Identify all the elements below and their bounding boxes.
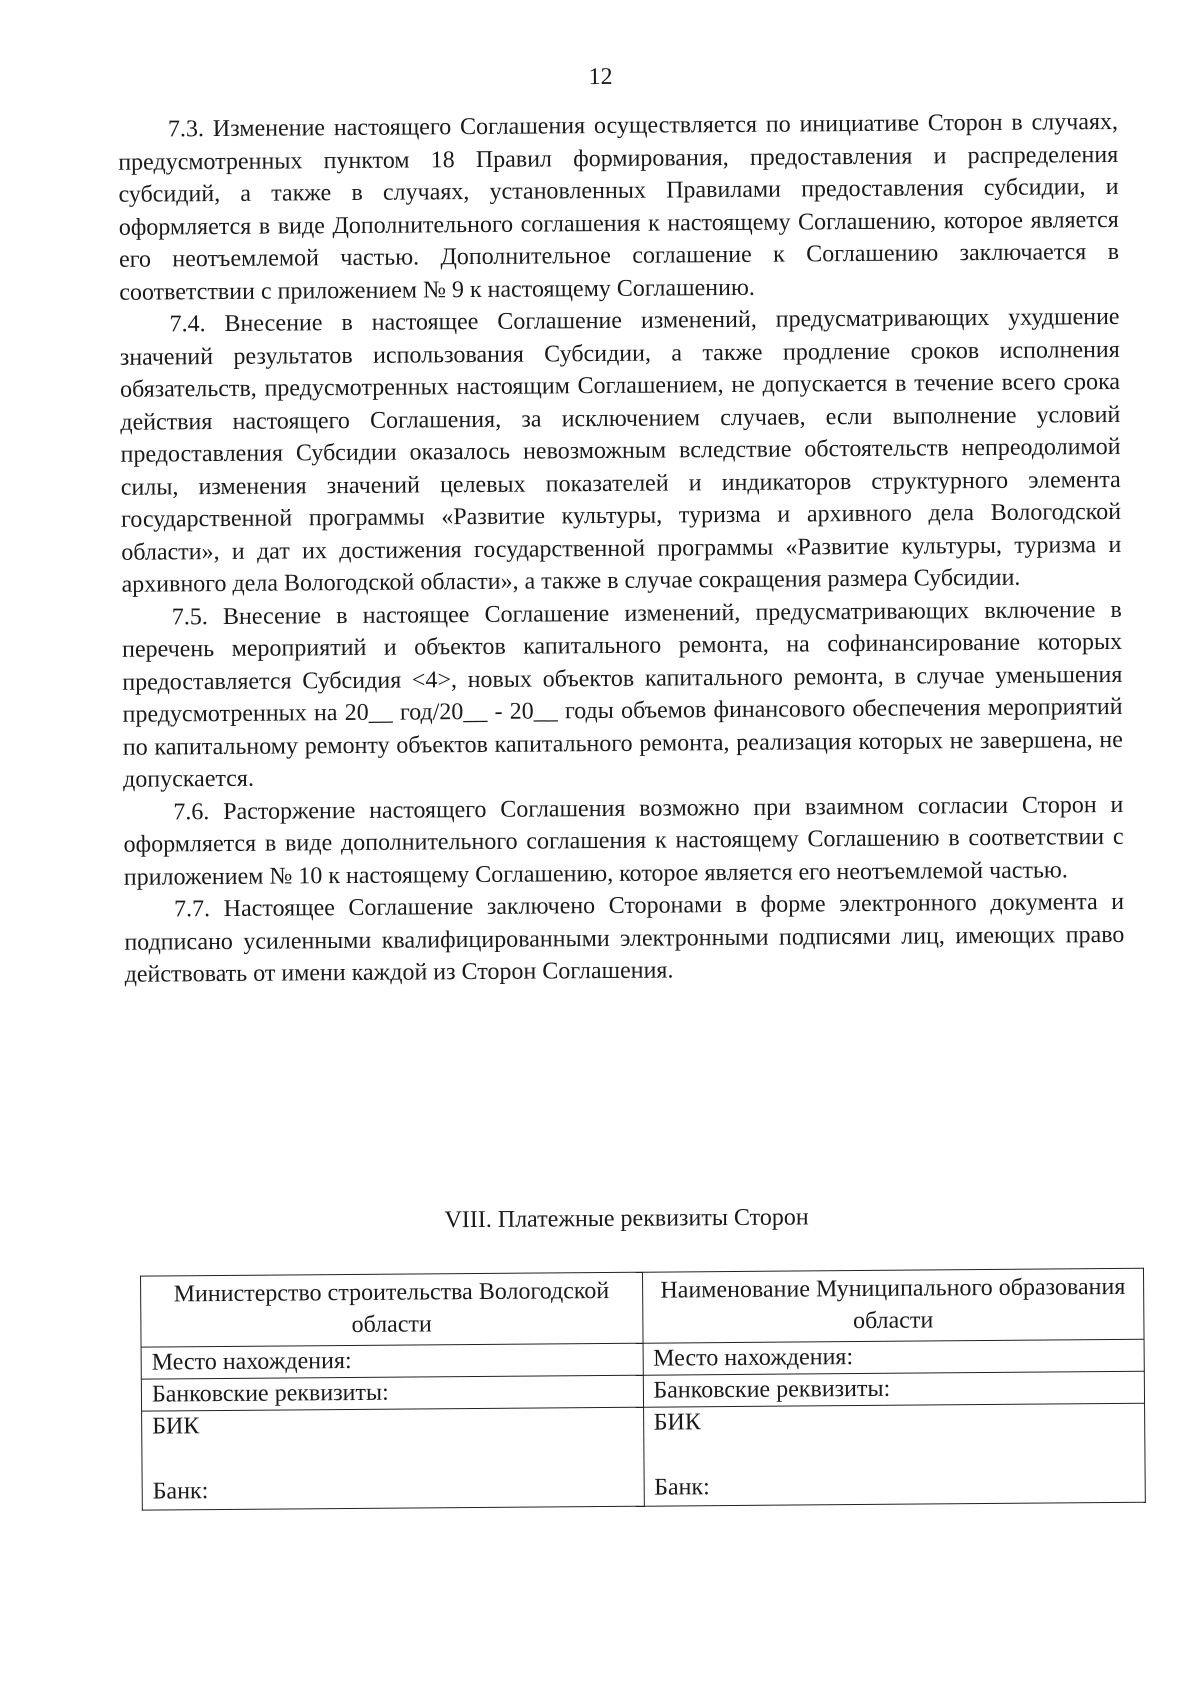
municipality-header: Наименование Муниципального образования области	[642, 1268, 1144, 1343]
paragraph-7-5: 7.5. Внесение в настоящее Соглашение изменений, предусматривающих включение в перечень мероприятий и объектов капитального ремонта, на софинансирование которых предоставляется Субсидия <4>, новых объектов капитального ремонта, в случае уменьшения предусмотренных на 20__ год/20__ - 20__ годы объемов финансового обеспечения мероприятий по капитальному ремонту объектов капитального ремонта, реализация которых не завершена, не допускается.	[121, 596, 1123, 793]
paragraph-7-4: 7.4. Внесение в настоящее Соглашение изменений, предусматривающих ухудшение значений результатов использования Субсидии, а также продление сроков исполнения обязательств, предусмотренных настоящим Соглашением, не допускается в течение всего срока действия настоящего Соглашения, за исключением случаев, если выполнение условий предоставления Субсидии оказалось невозможным вследствие обстоятельств непреодолимой силы, изменения значений целевых показателей и индикаторов структурного элемента государственной программы «Развитие культуры, туризма и архивного дела Вологодской области», и дат их достижения государственной программы «Развитие культуры, туризма и архивного дела Вологодской области», а также в случае сокращения размера Субсидии.	[119, 303, 1122, 598]
body-text	[118, 106, 1125, 991]
ministry-bik-bank-cell	[142, 1407, 644, 1510]
municipality-bik-bank-cell	[643, 1403, 1145, 1506]
section-heading: VIII. Платежные реквизиты Сторон	[444, 1204, 809, 1234]
paragraph-7-7: 7.7. Настоящее Соглашение заключено Сторонами в форме электронного документа и подписано усиленными квалифицированными электронными подписями лиц, имеющих право действовать от имени каждой из Сторон Соглашения.	[124, 888, 1125, 988]
paragraph-7-6: 7.6. Расторжение настоящего Соглашения возможно при взаимном согласии Сторон и оформляется в виде дополнительного соглашения к настоящему Соглашению в соответствии с приложением № 10 к настоящему Соглашению, которое является его неотъемлемой частью.	[123, 791, 1124, 891]
municipality-bank-details-cell: Банковские реквизиты:	[643, 1371, 1145, 1407]
municipality-bik-label: БИК	[653, 1409, 701, 1436]
ministry-header: Министерство строительства Вологодской области	[141, 1272, 643, 1347]
paragraph-7-3: 7.3. Изменение настоящего Соглашения осуществляется по инициативе Сторон в случаях, предусмотренных пунктом 18 Правил формирования, предоставления и распределения субсидий, а также в случаях, установленных Правилами предоставления субсидии, и оформляется в виде Дополнительного соглашения к настоящему Соглашению, которое является его неотъемлемой частью. Дополнительное соглашение к Соглашению заключается в соответствии с приложением № 9 к настоящему Соглашению.	[118, 108, 1120, 306]
municipality-location-cell: Место нахождения:	[643, 1339, 1145, 1375]
ministry-bank-details-cell: Банковские реквизиты:	[141, 1375, 643, 1411]
page-number: 12	[588, 63, 613, 91]
municipality-bank-label: Банк:	[654, 1474, 710, 1501]
ministry-bik-label: БИК	[152, 1413, 200, 1440]
table-row-bik-bank	[142, 1403, 1146, 1510]
ministry-bank-label: Банк:	[152, 1478, 209, 1505]
payment-details-table	[140, 1268, 1146, 1511]
ministry-location-cell: Место нахождения:	[141, 1343, 643, 1379]
table-header-row	[141, 1268, 1145, 1347]
